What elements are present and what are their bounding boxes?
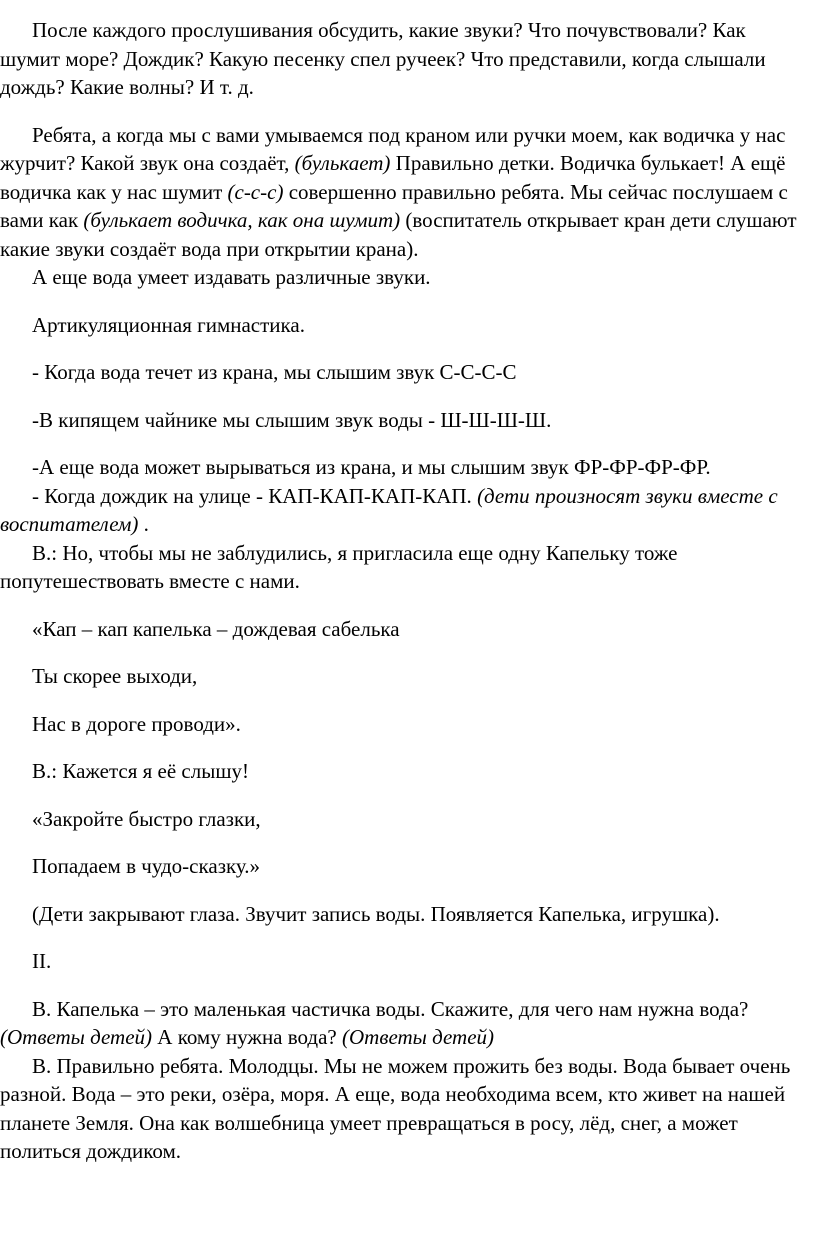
text-run: - Когда дождик на улице - КАП-КАП-КАП-КАП. [32, 483, 478, 508]
italic-note: (Ответы детей) [0, 1025, 153, 1049]
paragraph-kettle-sound: -В кипящем чайнике мы слышим звук воды - Ш-Ш-Ш-Ш. [32, 407, 552, 432]
italic-note: (Ответы детей) [342, 1025, 495, 1049]
text-run: (воспитатель открывает кран дети слушают какие звуки создаёт вода при открытии крана). [0, 208, 797, 261]
text-run: В. Капелька – это маленькая частичка воды. Скажите, для чего нам нужна вода? [32, 996, 749, 1021]
paragraph-discussion: После каждого прослушивания обсудить, какие звуки? Что почувствовали? Как шумит море? Дождик? Какую песенку спел ручеек? Что представили, когда слышали дождь? Какие волны? И т. д. [0, 18, 766, 99]
text-run: . [138, 512, 149, 536]
poem-line-4: «Закройте быстро глазки, [32, 806, 261, 831]
italic-note: (с-с-с) [227, 179, 284, 204]
text-run: совершенно правильно ребята. Мы сейчас послушаем с вами как [0, 179, 788, 232]
paragraph-articulation-heading: Артикуляционная гимнастика. [32, 312, 305, 337]
italic-note: (булькает водичка, как она шумит) [83, 208, 401, 232]
paragraph-i-hear-her: В.: Кажется я её слышу! [32, 759, 249, 783]
italic-note: (булькает) [294, 151, 391, 175]
paragraph-invitation: В.: Но, чтобы мы не заблудились, я пригласила еще одну Капельку тоже попутешествовать вместе с нами. [0, 540, 678, 593]
poem-line-1: «Кап – кап капелька – дождевая сабелька [32, 616, 400, 641]
poem-line-5: Попадаем в чудо-сказку.» [32, 854, 261, 878]
paragraph-why-water [0, 995, 802, 1052]
poem-line-2: Ты скорее выходи, [32, 664, 198, 688]
text-run: Правильно детки. Водичка булькает! А ещё водичка как у нас шумит [0, 151, 786, 204]
section-number: II. [32, 949, 52, 973]
paragraph-tap-sound: - Когда вода течет из крана, мы слышим звук С-С-С-С [32, 360, 517, 384]
poem-line-3: Нас в дороге проводи». [32, 711, 241, 736]
italic-note: (дети произносят звуки вместе с воспитателем) [0, 483, 778, 536]
paragraph-water-sounds [0, 121, 802, 264]
paragraph-various-sounds: А еще вода умеет издавать различные звуки. [32, 265, 431, 289]
paragraph-stage-direction: (Дети закрывают глаза. Звучит запись воды. Появляется Капелька, игрушка). [32, 901, 720, 926]
text-run: Ребята, а когда мы с вами умываемся под краном или ручки моем, как водичка у нас журчит? Какой звук она создаёт, [0, 122, 786, 175]
paragraph-burst-sound: -А еще вода может вырываться из крана, и мы слышим звук ФР-ФР-ФР-ФР. [32, 455, 711, 479]
paragraph-rain-sound [0, 482, 802, 539]
text-run: А кому нужна вода? [152, 1025, 342, 1049]
paragraph-water-forms: В. Правильно ребята. Молодцы. Мы не можем прожить без воды. Вода бывает очень разной. Вода – это реки, озёра, моря. А еще, вода необходима всем, кто живет на нашей планете Земля. Она как волшебница умеет превращаться в росу, лёд, снег, а может политься дождиком. [0, 1053, 791, 1163]
